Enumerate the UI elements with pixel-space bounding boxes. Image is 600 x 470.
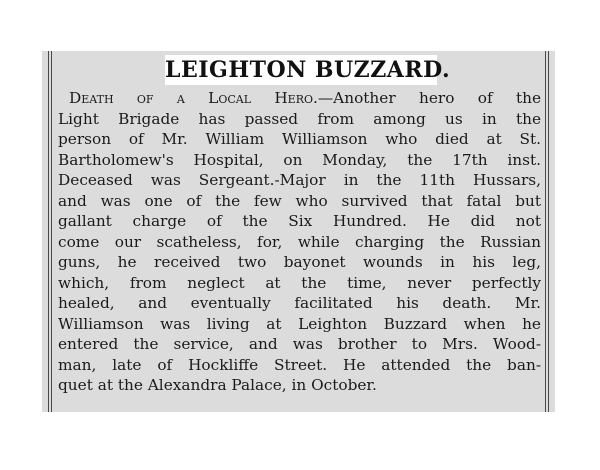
heading-dash: — — [317, 89, 334, 107]
article-line-4: Bartholomew's Hospital, on Monday, the 17th inst. — [58, 150, 541, 169]
article-line-8: come our scatheless, for, while charging the Russian — [58, 232, 541, 251]
article-line-11: healed, and eventually facilitated his death. Mr. — [58, 294, 541, 312]
article-line-10: which, from neglect at the time, never perfectly — [58, 273, 541, 292]
article-line-12: Williamson was living at Leighton Buzzard when he — [58, 314, 541, 333]
article-line-1-text: Another hero of the — [333, 89, 541, 107]
right-column-rule — [545, 51, 549, 412]
left-column-rule — [48, 51, 52, 412]
article-line-1 — [58, 88, 541, 109]
article-line-15: quet at the Alexandra Palace, in October. — [58, 376, 377, 394]
article-line-13: entered the service, and was brother to Mrs. Wood- — [58, 335, 541, 353]
article-line-7: gallant charge of the Six Hundred. He did not — [58, 212, 541, 230]
article-line-6: and was one of the few who survived that fatal but — [58, 191, 541, 210]
article-line-14: man, late of Hockliffe Street. He attended the ban- — [58, 355, 541, 374]
newspaper-clipping — [42, 51, 555, 412]
article-line-5: Deceased was Sergeant.-Major in the 11th Hussars, — [58, 171, 541, 189]
headline: LEIGHTON BUZZARD. — [165, 57, 451, 83]
article-line-9: guns, he received two bayonet wounds in his leg, — [58, 253, 541, 271]
article-line-2: Light Brigade has passed from among us in the — [58, 109, 541, 128]
article-heading: Death of a Local Hero. — [69, 89, 318, 107]
article-body — [58, 88, 541, 396]
article-line-3: person of Mr. William Williamson who died at St. — [58, 130, 541, 148]
